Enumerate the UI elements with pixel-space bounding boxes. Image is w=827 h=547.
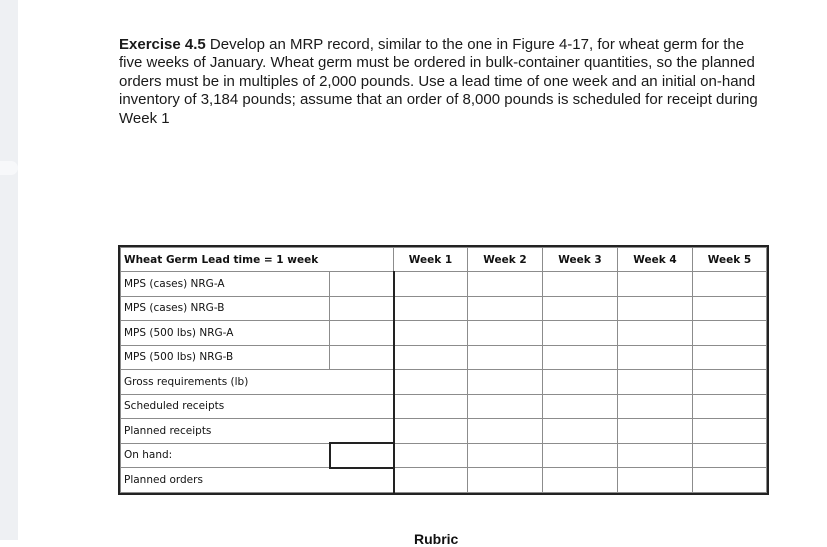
table-row (121, 296, 767, 321)
input-cell[interactable] (394, 394, 468, 419)
input-cell[interactable] (394, 370, 468, 395)
input-cell[interactable] (543, 443, 618, 468)
input-cell[interactable] (394, 443, 468, 468)
mrp-record-table (120, 247, 767, 493)
input-cell[interactable] (468, 370, 543, 395)
row-label: Gross requirements (lb) (121, 370, 394, 395)
input-cell[interactable] (618, 321, 693, 346)
rubric-heading: Rubric (414, 531, 459, 547)
table-row (121, 468, 767, 493)
input-cell[interactable] (394, 419, 468, 444)
input-cell[interactable] (618, 419, 693, 444)
table-row (121, 394, 767, 419)
row-label: Planned receipts (121, 419, 394, 444)
table-row (121, 370, 767, 395)
input-cell[interactable] (693, 321, 767, 346)
input-cell[interactable] (618, 370, 693, 395)
input-cell[interactable] (468, 321, 543, 346)
input-cell[interactable] (543, 345, 618, 370)
row-label: Scheduled receipts (121, 394, 394, 419)
input-cell[interactable] (330, 321, 394, 346)
input-cell[interactable] (468, 296, 543, 321)
input-cell[interactable] (468, 272, 543, 297)
input-cell[interactable] (394, 345, 468, 370)
week-5-header: Week 5 (693, 248, 767, 272)
table-row (121, 419, 767, 444)
week-1-header: Week 1 (394, 248, 468, 272)
input-cell[interactable] (693, 468, 767, 493)
input-cell[interactable] (468, 468, 543, 493)
input-cell[interactable] (693, 345, 767, 370)
exercise-label: Exercise 4.5 (119, 36, 206, 53)
panel-handle[interactable] (0, 161, 18, 175)
input-cell[interactable] (618, 272, 693, 297)
input-cell[interactable] (543, 370, 618, 395)
row-label: On hand: (121, 443, 330, 468)
input-cell[interactable] (468, 419, 543, 444)
input-cell[interactable] (693, 370, 767, 395)
input-cell[interactable] (468, 345, 543, 370)
table-row (121, 345, 767, 370)
left-panel-edge (0, 0, 18, 540)
week-4-header: Week 4 (618, 248, 693, 272)
input-cell[interactable] (543, 321, 618, 346)
row-label: MPS (500 lbs) NRG-B (121, 345, 330, 370)
input-cell[interactable] (394, 321, 468, 346)
input-cell[interactable] (618, 394, 693, 419)
input-cell[interactable] (618, 345, 693, 370)
input-cell[interactable] (693, 296, 767, 321)
input-cell[interactable] (330, 296, 394, 321)
input-cell[interactable] (618, 443, 693, 468)
input-cell[interactable] (468, 394, 543, 419)
initial-on-hand-cell[interactable] (330, 443, 394, 468)
table-row (121, 443, 767, 468)
input-cell[interactable] (543, 272, 618, 297)
input-cell[interactable] (543, 468, 618, 493)
row-label: MPS (cases) NRG-A (121, 272, 330, 297)
input-cell[interactable] (394, 296, 468, 321)
input-cell[interactable] (330, 345, 394, 370)
table-row (121, 321, 767, 346)
row-label: Planned orders (121, 468, 394, 493)
item-header: Wheat Germ Lead time = 1 week (121, 248, 394, 272)
input-cell[interactable] (330, 272, 394, 297)
input-cell[interactable] (693, 394, 767, 419)
input-cell[interactable] (543, 296, 618, 321)
input-cell[interactable] (543, 394, 618, 419)
week-3-header: Week 3 (543, 248, 618, 272)
input-cell[interactable] (618, 296, 693, 321)
exercise-text: Develop an MRP record, similar to the one in Figure 4-17, for wheat germ for the five weeks of January. Wheat germ must be ordered in bulk-container quantities, so the planned orders must be in multiples of 2,000 pounds. Use a lead time of one week and an initial on-hand inventory of 3,184 pounds; assume that an order of 8,000 pounds is scheduled for receipt during Week 1 (119, 36, 758, 127)
input-cell[interactable] (618, 468, 693, 493)
input-cell[interactable] (394, 272, 468, 297)
input-cell[interactable] (468, 443, 543, 468)
week-2-header: Week 2 (468, 248, 543, 272)
row-label: MPS (cases) NRG-B (121, 296, 330, 321)
table-row (121, 272, 767, 297)
table-header-row (121, 248, 767, 272)
input-cell[interactable] (394, 468, 468, 493)
exercise-prompt (119, 36, 769, 128)
input-cell[interactable] (693, 272, 767, 297)
input-cell[interactable] (693, 443, 767, 468)
input-cell[interactable] (693, 419, 767, 444)
row-label: MPS (500 lbs) NRG-A (121, 321, 330, 346)
input-cell[interactable] (543, 419, 618, 444)
